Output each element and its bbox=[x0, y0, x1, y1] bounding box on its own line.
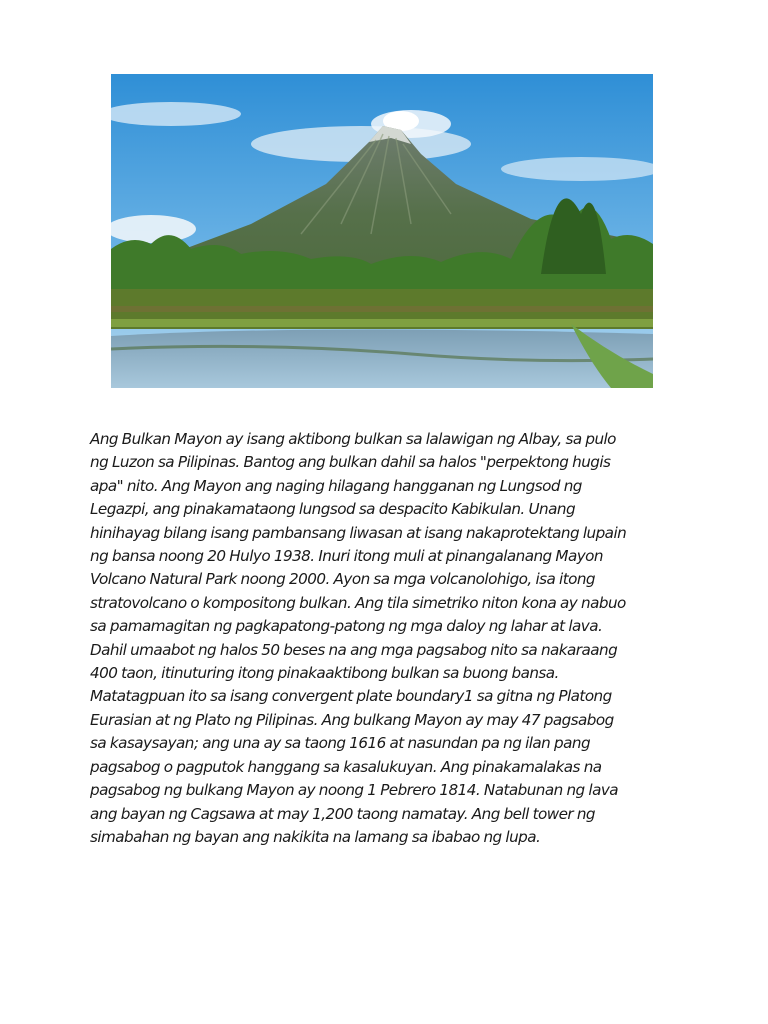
paragraph-line: sa pamamagitan ng pagkapatong-patong ng mga daloy ng lahar at lava. bbox=[90, 617, 603, 636]
paragraph-line: Eurasian at ng Plato ng Pilipinas. Ang bulkang Mayon ay may 47 pagsabog bbox=[90, 710, 614, 729]
paragraph-line: 400 taon, itinuturing itong pinakaaktibong bulkan sa buong bansa. bbox=[90, 664, 559, 683]
paragraph-line: pagsabog o pagputok hanggang sa kasalukuyan. Ang pinakamalakas na bbox=[90, 757, 602, 776]
paragraph-line: stratovolcano o kompositong bulkan. Ang tila simetriko niton kona ay nabuo bbox=[90, 593, 626, 612]
mountain-landscape-photo-icon bbox=[111, 74, 653, 388]
paragraph-line: ng bansa noong 20 Hulyo 1938. Inuri itong muli at pinangalanang Mayon bbox=[90, 547, 603, 566]
paragraph-line: Ang Bulkan Mayon ay isang aktibong bulkan sa lalawigan ng Albay, sa pulo bbox=[90, 430, 616, 448]
paragraph-line: hinihayag bilang isang pambansang liwasan at isang nakaprotektang lupain bbox=[90, 523, 627, 542]
paragraph-line: Volcano Natural Park noong 2000. Ayon sa mga volcanolohigo, isa itong bbox=[90, 570, 596, 589]
paragraph-line: apa" nito. Ang Mayon ang naging hilagang hangganan ng Lungsod ng bbox=[90, 476, 582, 495]
paragraph-line: Legazpi, ang pinakamataong lungsod sa despacito Kabikulan. Unang bbox=[90, 500, 576, 519]
paragraph-line: Matatagpuan ito sa isang convergent plate boundary1 sa gitna ng Platong bbox=[90, 687, 612, 706]
paragraph-line: simabahan ng bayan ang nakikita na lamang sa ibabao ng lupa. bbox=[90, 827, 541, 846]
volcano-description-paragraph bbox=[90, 428, 680, 849]
mayon-volcano-photo bbox=[111, 74, 653, 388]
paragraph-line: ang bayan ng Cagsawa at may 1,200 taong namatay. Ang bell tower ng bbox=[90, 804, 596, 823]
paragraph-line: Dahil umaabot ng halos 50 beses na ang mga pagsabog nito sa nakaraang bbox=[90, 640, 618, 659]
paragraph-line: sa kasaysayan; ang una ay sa taong 1616 at nasundan pa ng ilan pang bbox=[90, 734, 591, 753]
paragraph-line: ng Luzon sa Pilipinas. Bantog ang bulkan dahil sa halos "perpektong hugis bbox=[90, 453, 611, 472]
paragraph-line: pagsabog ng bulkang Mayon ay noong 1 Pebrero 1814. Natabunan ng lava bbox=[90, 781, 619, 800]
